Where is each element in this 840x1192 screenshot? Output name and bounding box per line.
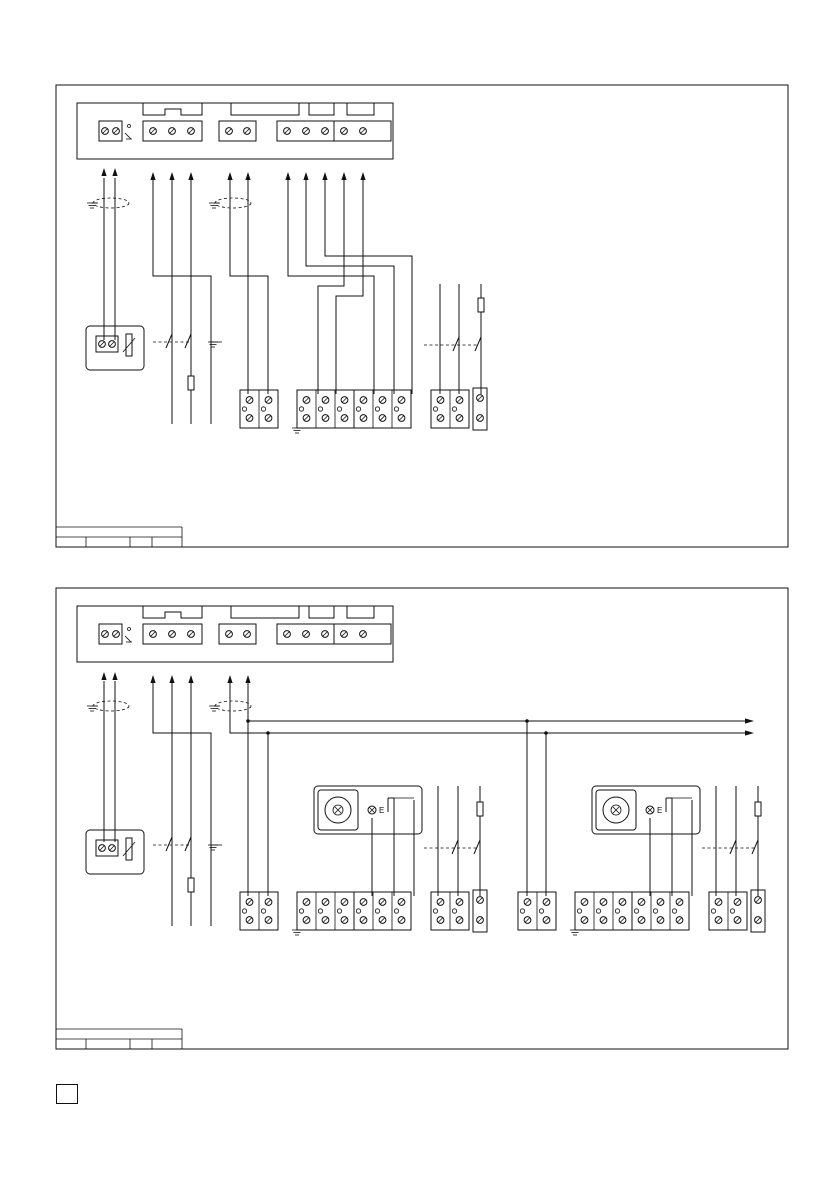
terminal-ring <box>299 407 303 411</box>
wire <box>325 180 412 394</box>
lamp-label: E <box>657 806 663 815</box>
ground-icon <box>208 342 218 347</box>
screw-terminal-icon <box>715 917 722 924</box>
screw-terminal-icon <box>322 917 329 924</box>
room-thermostat <box>314 786 422 834</box>
terminal-block-body <box>297 892 354 930</box>
terminal-ring <box>242 909 246 913</box>
terminal-block-body <box>632 892 689 930</box>
terminal-ring <box>299 909 303 913</box>
arrow-up-icon <box>101 168 106 176</box>
terminal-ring <box>318 909 322 913</box>
title-block <box>56 1029 182 1049</box>
switch-contact-icon <box>452 840 458 854</box>
screw-terminal-icon <box>398 415 405 422</box>
terminal-block <box>709 892 747 930</box>
terminal-block-body <box>354 892 411 930</box>
screw-terminal-icon <box>303 128 310 135</box>
terminal-ring <box>452 909 456 913</box>
fuse-icon <box>755 802 761 816</box>
screw-terminal-icon <box>456 917 463 924</box>
arrow-up-icon <box>150 172 155 180</box>
wire <box>318 180 344 394</box>
terminal-ring <box>596 909 600 913</box>
screw-terminal-icon <box>102 128 109 135</box>
ground-icon <box>87 706 97 711</box>
terminal-block <box>632 892 689 930</box>
sensor-symbol-icon <box>125 125 132 140</box>
arrow-up-icon <box>169 172 174 180</box>
screw-terminal-icon <box>360 415 367 422</box>
screw-terminal-icon <box>265 899 272 906</box>
screw-terminal-icon <box>303 899 310 906</box>
screw-terminal-icon <box>676 917 683 924</box>
fuse-icon <box>477 802 483 816</box>
sensor-cable <box>87 672 129 842</box>
arrow-up-icon <box>227 675 232 683</box>
screw-terminal-icon <box>715 899 722 906</box>
connector-tab <box>231 103 299 115</box>
screw-terminal-icon <box>676 899 683 906</box>
arrow-right-icon <box>745 730 754 735</box>
wire <box>125 133 131 139</box>
terminal-ring <box>653 909 657 913</box>
output-lines <box>285 172 412 394</box>
arrow-up-icon <box>245 675 250 683</box>
wire <box>230 180 268 394</box>
screw-terminal-icon <box>246 397 253 404</box>
screw-terminal-icon <box>437 917 444 924</box>
terminal-ring <box>539 909 543 913</box>
screw-terminal-icon <box>244 128 251 135</box>
thermostat-station <box>518 786 765 935</box>
ground-icon <box>209 203 219 208</box>
terminal-ring <box>394 407 398 411</box>
screw-terminal-icon <box>543 917 550 924</box>
screw-terminal-icon <box>360 128 367 135</box>
terminal-ring <box>375 909 379 913</box>
screw-terminal-icon <box>619 899 626 906</box>
shield-ellipse <box>215 701 251 711</box>
external-switch-group <box>702 786 761 896</box>
screw-terminal-icon <box>581 899 588 906</box>
screw-terminal-icon <box>379 917 386 924</box>
terminal-ring <box>730 909 734 913</box>
screw-terminal-icon <box>360 917 367 924</box>
terminal-block-body <box>297 390 354 428</box>
screw-terminal-icon <box>265 917 272 924</box>
sensor-cable <box>87 168 129 340</box>
terminal-strip <box>240 890 487 935</box>
connector-tab <box>347 103 374 115</box>
circle <box>128 628 131 631</box>
cable-shield-icon <box>87 701 129 711</box>
screw-terminal-icon <box>322 631 329 638</box>
screw-terminal-icon <box>303 397 310 404</box>
connector-tab <box>231 606 299 618</box>
wire <box>336 180 363 394</box>
external-switch-group <box>424 284 484 394</box>
screw-terminal-icon <box>113 631 120 638</box>
lower-panel <box>56 588 788 1049</box>
arrow-up-icon <box>101 672 106 680</box>
upper-panel <box>56 85 788 547</box>
terminal-ring <box>615 909 619 913</box>
arrow-up-icon <box>322 172 327 180</box>
screw-terminal-icon <box>477 415 484 422</box>
shield-ellipse <box>93 701 129 711</box>
screw-terminal-icon <box>619 917 626 924</box>
ground-icon <box>292 428 302 433</box>
screw-terminal-icon <box>109 845 116 852</box>
sensor-symbol-icon <box>125 628 132 643</box>
terminal-ring <box>375 407 379 411</box>
screw-terminal-icon <box>150 631 157 638</box>
thermostat-station <box>240 786 487 935</box>
terminal-ring <box>242 407 246 411</box>
thermistor-slash <box>123 338 135 352</box>
screw-terminal-icon <box>341 899 348 906</box>
fuse-icon <box>188 376 194 390</box>
screw-terminal-icon <box>244 631 251 638</box>
connector-tab <box>309 606 334 618</box>
screw-terminal-icon <box>303 917 310 924</box>
screw-terminal-icon <box>437 415 444 422</box>
switch-contact-icon <box>166 334 172 348</box>
screw-terminal-icon <box>226 631 233 638</box>
screw-terminal-icon <box>379 397 386 404</box>
terminal-ring <box>577 909 581 913</box>
panel-frame <box>56 85 788 547</box>
arrow-up-icon <box>169 675 174 683</box>
screw-terminal-icon <box>657 899 664 906</box>
ground-icon <box>87 203 97 208</box>
wire <box>288 180 374 394</box>
screw-terminal-icon <box>102 631 109 638</box>
connector-tab <box>347 606 374 618</box>
screw-terminal-icon <box>109 341 116 348</box>
screw-terminal-icon <box>437 899 444 906</box>
screw-terminal-icon <box>755 917 762 924</box>
power-lines <box>150 172 222 424</box>
fuse-icon <box>478 298 484 312</box>
ground-icon <box>208 845 218 850</box>
screw-terminal-icon <box>284 631 291 638</box>
terminal-block <box>575 892 632 930</box>
circle <box>128 125 131 128</box>
switch-contact-icon <box>453 337 459 351</box>
wire <box>125 636 131 642</box>
arrow-up-icon <box>341 172 346 180</box>
screw-terminal-icon <box>456 899 463 906</box>
arrow-up-icon <box>112 672 117 680</box>
screw-terminal-icon <box>755 897 762 904</box>
arrow-up-icon <box>188 675 193 683</box>
screw-terminal-icon <box>543 899 550 906</box>
switch-contact-icon <box>474 840 480 854</box>
terminal-block <box>354 390 411 428</box>
terminal-ring <box>634 909 638 913</box>
connector-tab <box>143 606 202 618</box>
terminal-ring <box>433 407 437 411</box>
external-switch-group <box>424 786 483 896</box>
switch-contact-icon <box>185 837 191 851</box>
screw-terminal-icon <box>341 631 348 638</box>
terminal-block <box>354 892 411 930</box>
terminal-block-body <box>575 892 632 930</box>
thermistor-slash <box>123 842 135 856</box>
screw-terminal-icon <box>99 341 106 348</box>
screw-terminal-icon <box>188 631 195 638</box>
screw-terminal-icon <box>600 899 607 906</box>
terminal-ring <box>520 909 524 913</box>
terminal-block <box>431 390 469 428</box>
terminal-ring <box>433 909 437 913</box>
screw-terminal-icon <box>341 415 348 422</box>
switch-contact-icon <box>752 840 758 854</box>
screw-terminal-icon <box>360 899 367 906</box>
ground-icon <box>209 706 219 711</box>
screw-terminal-icon <box>379 415 386 422</box>
arrow-up-icon <box>112 168 117 176</box>
terminal-ring <box>318 407 322 411</box>
switch-contact-icon <box>185 334 191 348</box>
screw-terminal-icon <box>456 397 463 404</box>
shield-ellipse <box>93 198 129 208</box>
terminal-strip <box>240 388 487 433</box>
arrow-up-icon <box>360 172 365 180</box>
screw-terminal-icon <box>188 128 195 135</box>
terminal-block-body <box>354 390 411 428</box>
shield-ellipse <box>215 198 251 208</box>
screw-terminal-icon <box>379 899 386 906</box>
screw-terminal-icon <box>322 415 329 422</box>
terminal-ring <box>672 909 676 913</box>
ground-icon <box>292 930 302 935</box>
terminal-block <box>297 892 354 930</box>
terminal-block <box>431 892 469 930</box>
screw-terminal-icon <box>169 128 176 135</box>
power-lines <box>150 675 222 926</box>
screw-terminal-icon <box>600 917 607 924</box>
screw-terminal-icon <box>322 128 329 135</box>
arrow-up-icon <box>150 675 155 683</box>
screw-terminal-icon <box>341 128 348 135</box>
wire <box>153 180 211 424</box>
screw-terminal-icon <box>477 917 484 924</box>
ground-icon <box>570 930 580 935</box>
controller-module <box>77 606 393 662</box>
connector-tab <box>143 103 202 115</box>
arrow-up-icon <box>285 172 290 180</box>
switch-contact-icon <box>730 840 736 854</box>
screw-terminal-icon <box>638 899 645 906</box>
terminal-ring <box>261 407 265 411</box>
terminal-ring <box>356 407 360 411</box>
screw-terminal-icon <box>360 631 367 638</box>
terminal-ring <box>711 909 715 913</box>
screw-terminal-icon <box>581 917 588 924</box>
wire <box>248 683 752 721</box>
terminal-strip <box>518 890 765 935</box>
screw-terminal-icon <box>477 897 484 904</box>
controller-module <box>77 103 393 159</box>
screw-terminal-icon <box>398 899 405 906</box>
screw-terminal-icon <box>246 899 253 906</box>
terminal-ring <box>261 909 265 913</box>
screw-terminal-icon <box>284 128 291 135</box>
arrow-up-icon <box>188 172 193 180</box>
title-block <box>56 527 182 547</box>
fuse-icon <box>188 878 194 892</box>
switch-contact-icon <box>475 337 481 351</box>
screw-terminal-icon <box>246 415 253 422</box>
screw-terminal-icon <box>360 397 367 404</box>
bus-lines <box>209 172 268 394</box>
screw-terminal-icon <box>657 917 664 924</box>
screw-terminal-icon <box>150 128 157 135</box>
screw-terminal-icon <box>113 128 120 135</box>
terminal-block <box>240 390 278 428</box>
screw-terminal-icon <box>265 397 272 404</box>
lamp-label: E <box>379 806 385 815</box>
terminal-ring <box>356 909 360 913</box>
screw-terminal-icon <box>322 397 329 404</box>
arrow-up-icon <box>227 172 232 180</box>
arrow-up-icon <box>303 172 308 180</box>
connector-tab <box>309 103 334 115</box>
room-thermostat <box>592 786 700 834</box>
screw-terminal-icon <box>99 845 106 852</box>
screw-terminal-icon <box>524 917 531 924</box>
screw-terminal-icon <box>638 917 645 924</box>
terminal-ring <box>337 909 341 913</box>
screw-terminal-icon <box>524 899 531 906</box>
screw-terminal-icon <box>303 631 310 638</box>
screw-terminal-icon <box>169 631 176 638</box>
terminal-block <box>297 390 354 428</box>
terminal-block <box>518 892 556 930</box>
screw-terminal-icon <box>265 415 272 422</box>
wire <box>230 683 752 733</box>
screw-terminal-icon <box>398 397 405 404</box>
terminal-ring <box>337 407 341 411</box>
screw-terminal-icon <box>246 917 253 924</box>
terminal-ring <box>452 407 456 411</box>
cable-shield-icon <box>87 198 129 208</box>
screw-terminal-icon <box>456 415 463 422</box>
screw-terminal-icon <box>734 899 741 906</box>
page-indicator-box <box>56 1084 78 1104</box>
screw-terminal-icon <box>477 395 484 402</box>
screw-terminal-icon <box>341 917 348 924</box>
wire <box>306 180 394 394</box>
wire <box>153 683 211 926</box>
arrow-up-icon <box>245 172 250 180</box>
screw-terminal-icon <box>322 899 329 906</box>
terminal-ring <box>394 909 398 913</box>
screw-terminal-icon <box>734 917 741 924</box>
screw-terminal-icon <box>226 128 233 135</box>
arrow-right-icon <box>745 718 754 723</box>
screw-terminal-icon <box>341 397 348 404</box>
screw-terminal-icon <box>303 415 310 422</box>
screw-terminal-icon <box>398 917 405 924</box>
terminal-block <box>240 892 278 930</box>
screw-terminal-icon <box>437 397 444 404</box>
switch-contact-icon <box>166 837 172 851</box>
